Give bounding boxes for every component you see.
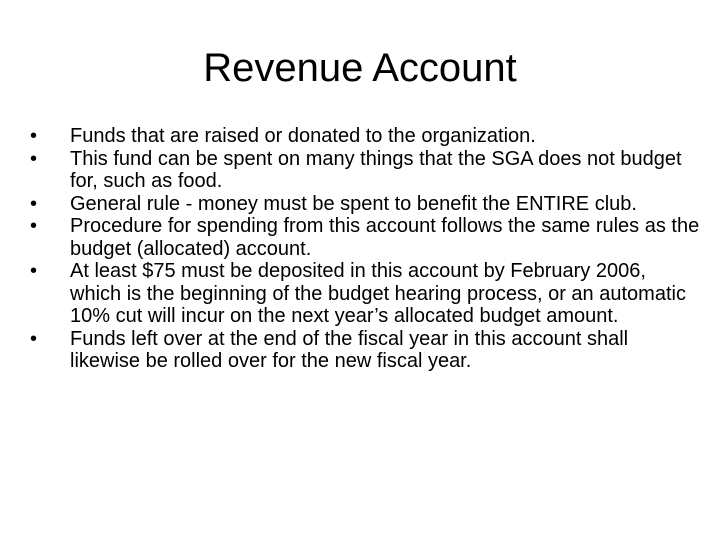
bullet-text: Funds left over at the end of the fiscal year in this account shall likewise be rolled over for the new fiscal year. (70, 327, 629, 372)
bullet-text: Procedure for spending from this account follows the same rules as the budget (allocated) account. (70, 215, 700, 260)
bullet-point-icon: • (30, 192, 38, 215)
bullet-text: At least $75 must be deposited in this account by February 2006, which is the beginning of the budget hearing process, or an automatic 10% cut will incur on the next year’s allocated budget amount. (70, 260, 686, 327)
bullet-point-icon: • (30, 147, 38, 170)
bullet-point-icon: • (30, 260, 38, 282)
bullet-text: This fund can be spent on many things that the SGA does not budget for, such as food. (70, 147, 682, 192)
bullet-point-icon: • (30, 327, 38, 350)
bullet-list (30, 125, 700, 373)
bullet-text: Funds that are raised or donated to the organization. (70, 125, 536, 147)
slide-title: Revenue Account (203, 46, 517, 90)
bullet-item (30, 125, 700, 148)
bullet-text: General rule - money must be spent to benefit the ENTIRE club. (70, 192, 637, 215)
bullet-item (30, 328, 700, 373)
bullet-point-icon: • (30, 215, 38, 237)
bullet-item (30, 260, 700, 328)
bullet-item (30, 215, 700, 260)
bullet-item (30, 193, 700, 216)
bullet-item (30, 148, 700, 193)
bullet-point-icon: • (30, 125, 38, 147)
